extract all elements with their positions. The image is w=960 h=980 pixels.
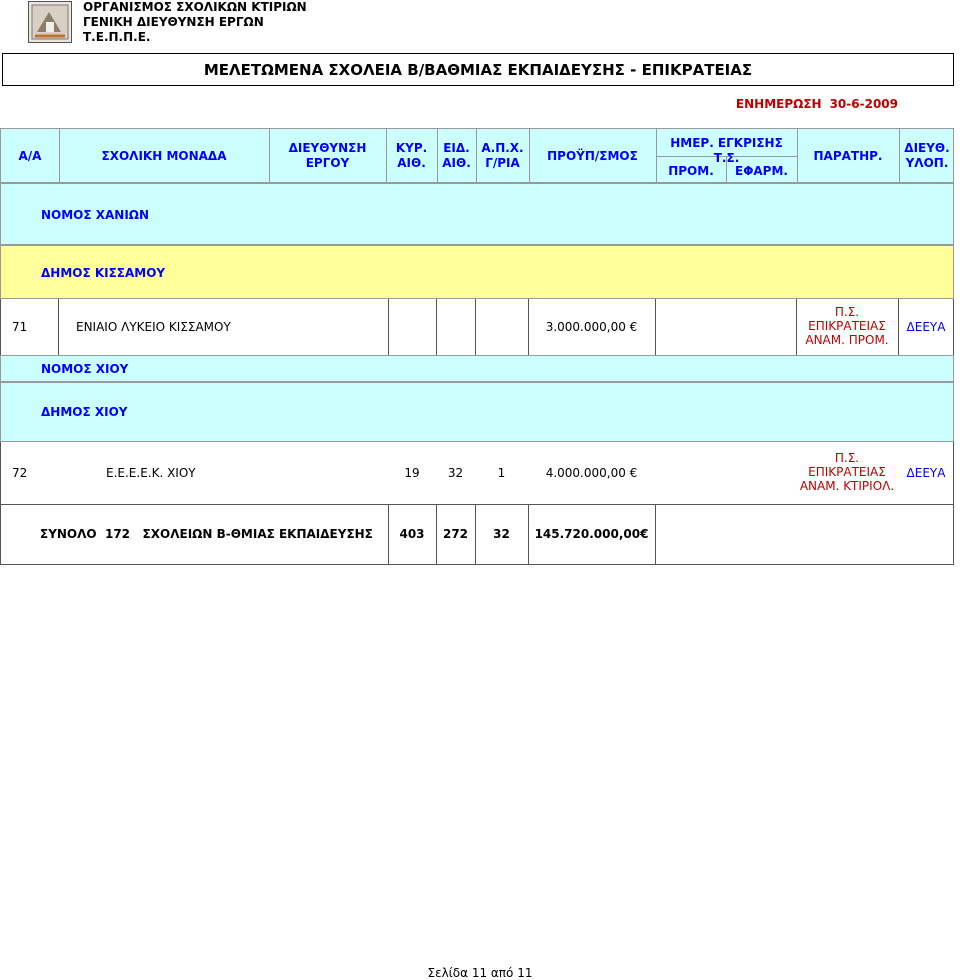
report-title: ΜΕΛΕΤΩΜΕΝΑ ΣΧΟΛΕΙΑ Β/ΒΑΘΜΙΑΣ ΕΚΠΑΙΔΕΥΣΗΣ - ΕΠΙΚΡΑΤΕΙΑΣ <box>2 53 954 86</box>
organization-name: ΟΡΓΑΝΙΣΜΟΣ ΣΧΟΛΙΚΩΝ ΚΤΙΡΙΩΝ <box>83 0 307 14</box>
col-eid-line2: ΑΙΘ. <box>442 156 471 170</box>
row-budget: 4.000.000,00 € <box>545 466 638 480</box>
prefecture-name: ΝΟΜΟΣ ΧΙΟΥ <box>41 362 129 376</box>
col-direction-line1: ΔΙΕΥΘΥΝΣΗ <box>288 141 367 155</box>
prefecture-name: ΝΟΜΟΣ ΧΑΝΙΩΝ <box>41 208 150 222</box>
row-kyr: 19 <box>404 466 420 480</box>
total-kyr: 403 <box>399 527 425 541</box>
organization-department: Τ.Ε.Π.Π.Ε. <box>83 30 151 44</box>
col-remarks: ΠΑΡΑΤΗΡ. <box>813 149 883 163</box>
col-kyr-line2: ΑΙΘ. <box>397 156 426 170</box>
row-eid: 32 <box>447 466 464 480</box>
row-aa: 72 <box>12 466 28 480</box>
organization-logo-icon <box>28 1 72 43</box>
row-apx: 1 <box>497 466 506 480</box>
col-eid <box>437 141 476 171</box>
total-apx: 32 <box>493 527 510 541</box>
row-school: Ε.Ε.Ε.Ε.Κ. ΧΙΟΥ <box>106 466 196 480</box>
row-remarks <box>796 451 898 493</box>
row-implementation: ΔΕΕΥΑ <box>906 466 946 480</box>
row-budget: 3.000.000,00 € <box>545 320 638 334</box>
update-label: ΕΝΗΜΕΡΩΣΗ <box>735 97 822 111</box>
col-implementation <box>899 141 955 171</box>
total-eid: 272 <box>442 527 469 541</box>
col-implementation-line2: ΥΛΟΠ. <box>905 156 949 170</box>
col-kyr-line1: ΚΥΡ. <box>395 141 428 155</box>
municipality-row <box>0 382 954 442</box>
row-aa: 71 <box>12 320 28 334</box>
row-implementation: ΔΕΕΥΑ <box>906 320 946 334</box>
row-remarks-line1: Π.Σ. <box>834 451 860 465</box>
table-row <box>0 442 954 504</box>
col-approval-prom: ΠΡΟΜ. <box>668 164 714 178</box>
row-school: ΕΝΙΑΙΟ ΛΥΚΕΙΟ ΚΙΣΣΑΜΟΥ <box>76 320 231 334</box>
col-direction-line2: ΕΡΓΟΥ <box>305 156 350 170</box>
total-row <box>0 504 954 565</box>
col-budget: ΠΡΟΫΠ/ΣΜΟΣ <box>547 149 638 163</box>
page-number: Σελίδα 11 από 11 <box>427 966 533 980</box>
table-row <box>0 299 954 355</box>
total-budget: 145.720.000,00€ <box>534 527 649 541</box>
total-label: ΣΥΝΟΛΟ 172 ΣΧΟΛΕΙΩΝ Β-ΘΜΙΑΣ ΕΚΠΑΙΔΕΥΣΗΣ <box>40 527 373 541</box>
row-remarks-line3: ΑΝΑΜ. ΚΤΙΡΙΟΛ. <box>799 479 895 493</box>
municipality-name: ΔΗΜΟΣ ΚΙΣΣΑΜΟΥ <box>41 266 166 280</box>
col-eid-line1: ΕΙΔ. <box>443 141 470 155</box>
row-remarks <box>796 305 898 347</box>
col-approval-efarm: ΕΦΑΡΜ. <box>735 164 788 178</box>
update-date: 30-6-2009 <box>829 97 898 111</box>
municipality-row <box>0 245 954 299</box>
row-remarks-line1: Π.Σ. <box>834 305 860 319</box>
prefecture-row <box>0 355 954 382</box>
municipality-name: ΔΗΜΟΣ ΧΙΟΥ <box>41 405 128 419</box>
row-remarks-line2: ΕΠΙΚΡΑΤΕΙΑΣ <box>808 465 886 479</box>
update-info <box>736 97 898 111</box>
col-apx-line1: Α.Π.Χ. <box>481 141 524 155</box>
table-header <box>0 128 954 183</box>
col-kyr <box>386 141 437 171</box>
col-approval: ΗΜΕΡ. ΕΓΚΡΙΣΗΣ Τ.Σ. <box>670 136 783 165</box>
col-aa: Α/Α <box>18 149 42 163</box>
prefecture-row <box>0 183 954 245</box>
col-implementation-line1: ΔΙΕΥΘ. <box>904 141 950 155</box>
col-apx <box>476 141 529 171</box>
col-direction <box>269 141 386 171</box>
col-apx-line2: Γ/ΡΙΑ <box>485 156 520 170</box>
row-remarks-line3: ΑΝΑΜ. ΠΡΟΜ. <box>805 333 889 347</box>
organization-division: ΓΕΝΙΚΗ ΔΙΕΥΘΥΝΣΗ ΕΡΓΩΝ <box>83 15 264 29</box>
row-remarks-line2: ΕΠΙΚΡΑΤΕΙΑΣ <box>808 319 886 333</box>
col-school: ΣΧΟΛΙΚΗ ΜΟΝΑΔΑ <box>101 149 227 163</box>
